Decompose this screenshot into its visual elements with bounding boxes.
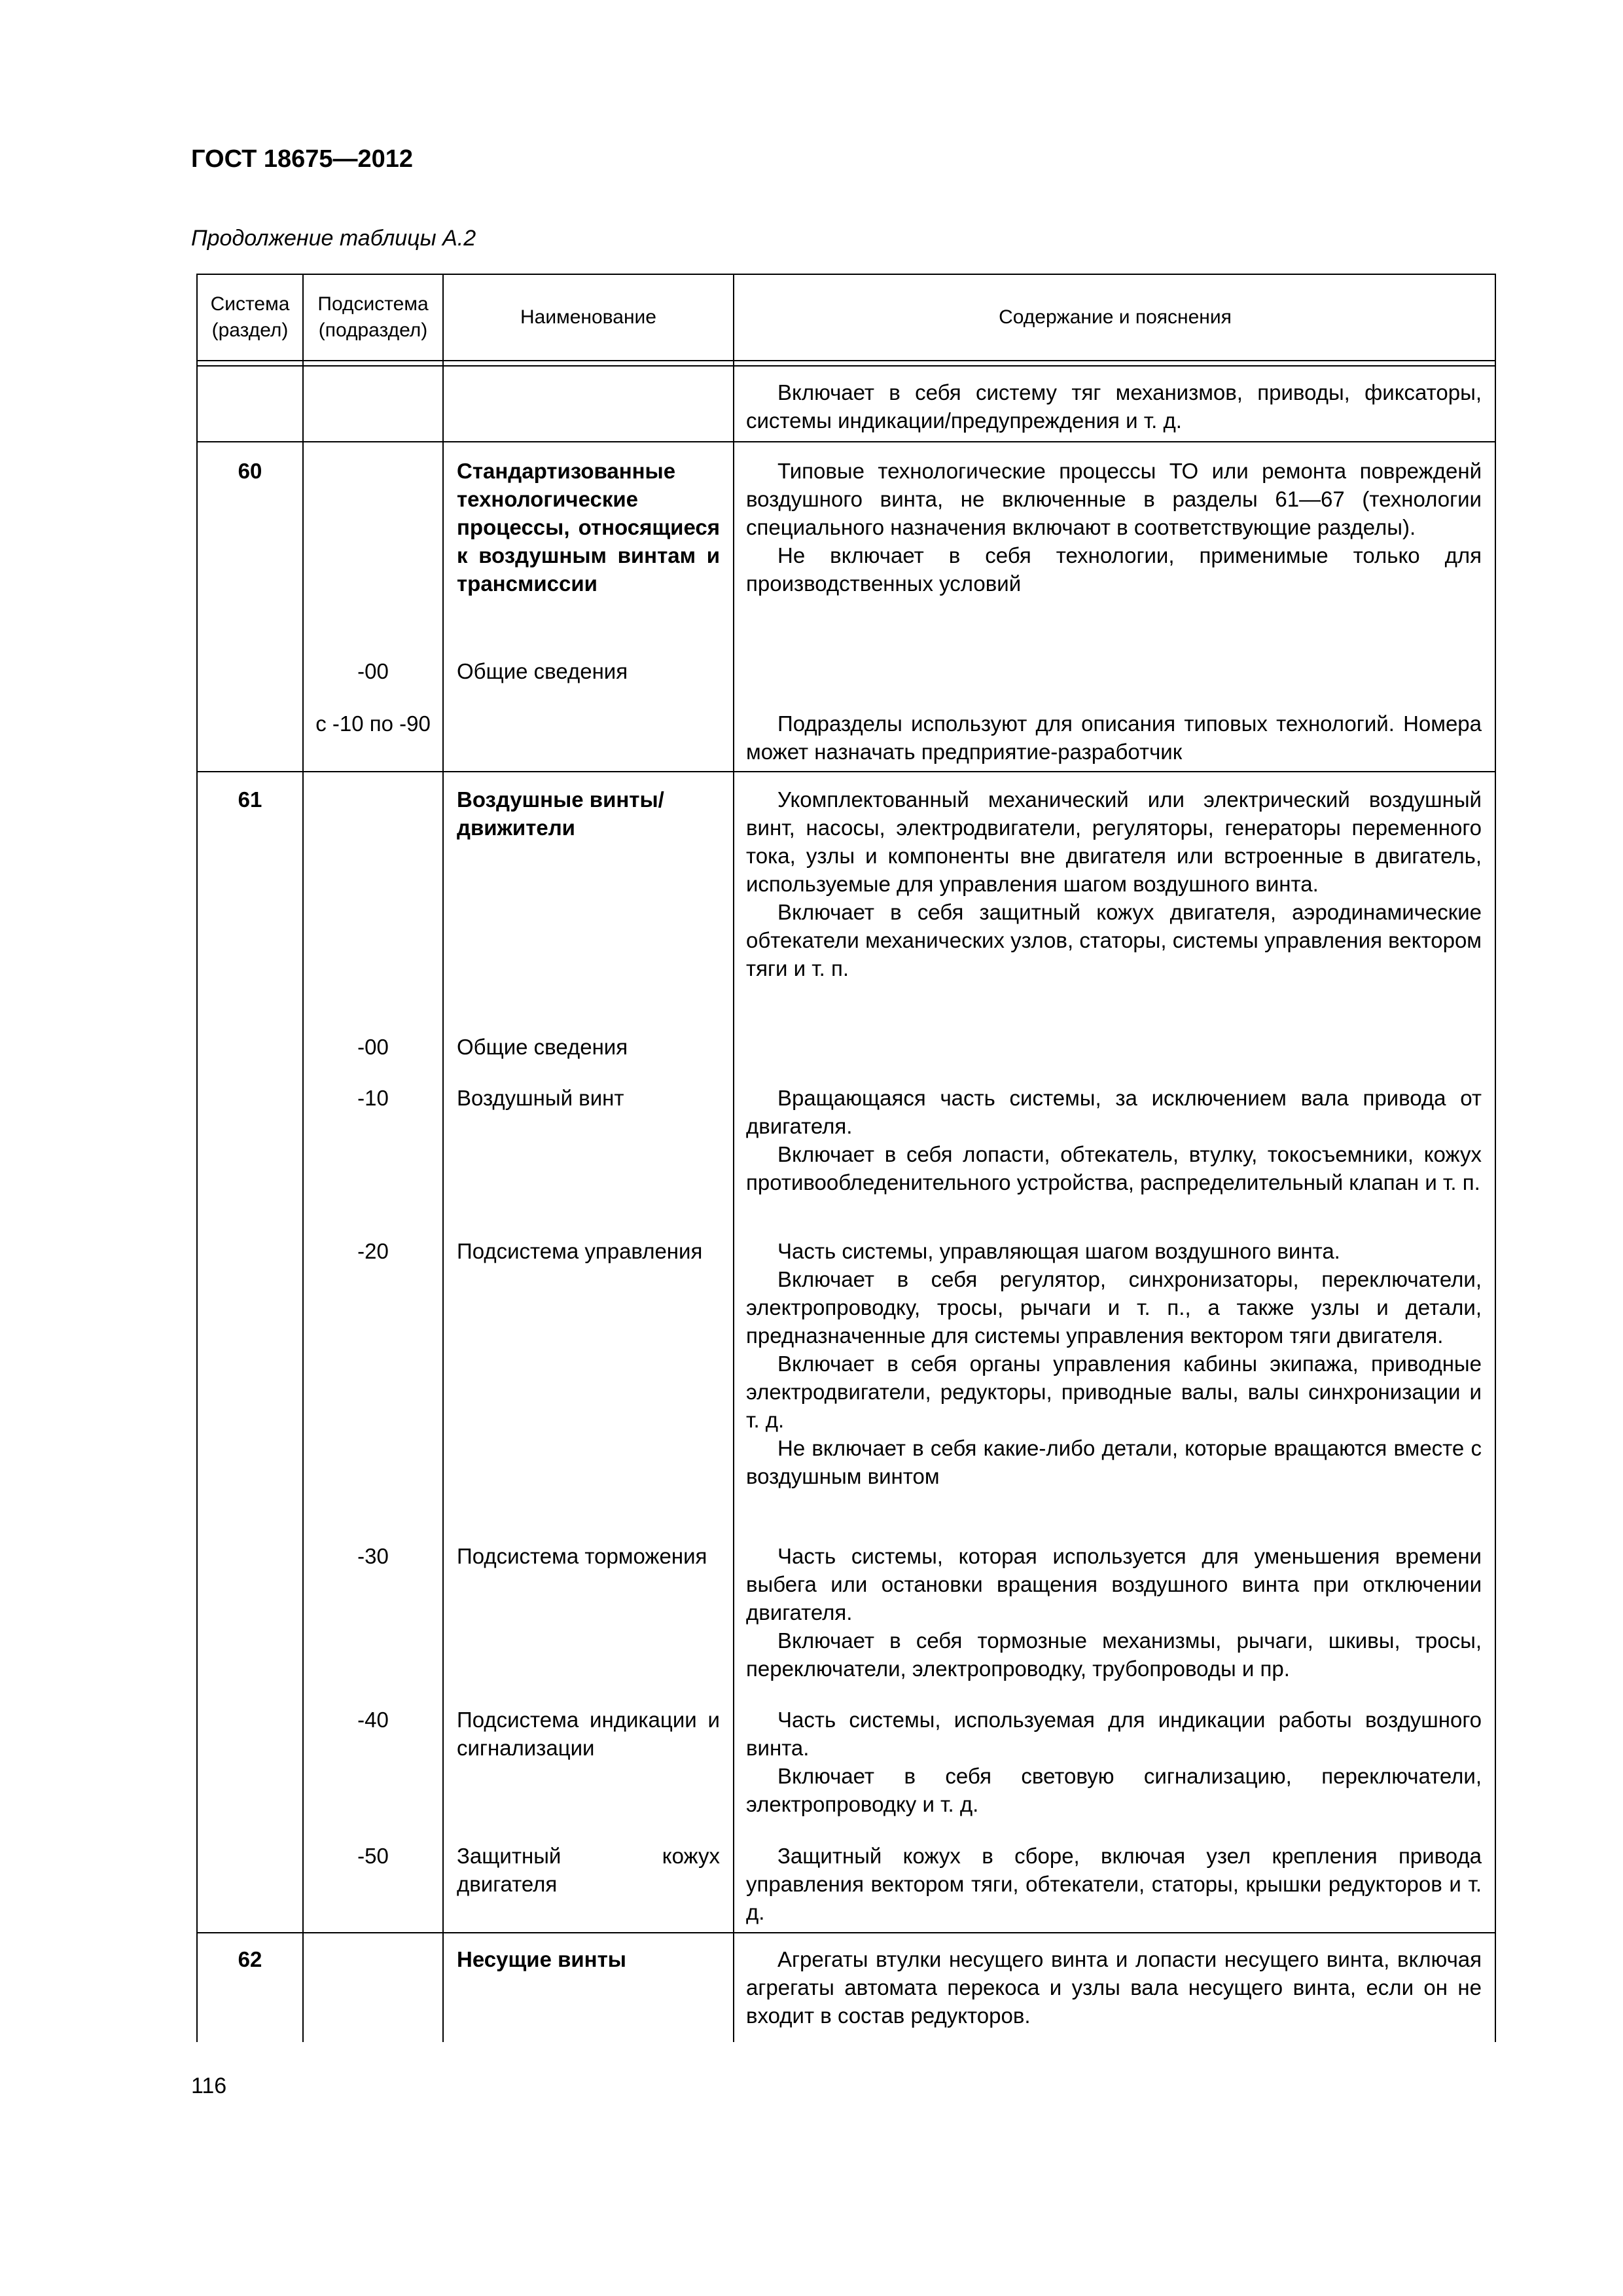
section-content [746, 457, 1482, 598]
subsection-name: Подсистема управления [457, 1239, 703, 1263]
subsection-number: с -10 по -90 [315, 711, 431, 736]
column-divider [733, 275, 734, 2042]
content-paragraph: Часть системы, используемая для индикации работы воздушного винта. [746, 1708, 1482, 1760]
row-rule [198, 1932, 1495, 1933]
document-standard-number: ГОСТ 18675—2012 [191, 145, 414, 173]
content-paragraph: Включает в себя регулятор, синхронизаторы, переключатели, электропроводку, тросы, рычаги и т. п., а также узлы и детали, предназначенные для системы управления вектором тяги двигателя. [746, 1267, 1482, 1348]
content-paragraph: Подразделы используют для описания типовых технологий. Номера может назначать предприятие-разработчик [746, 711, 1482, 764]
section-name: Несущие винты [457, 1947, 626, 1971]
content-paragraph: Не включает в себя технологии, применимые только для производственных условий [746, 543, 1482, 596]
subsection-number: -00 [357, 1035, 389, 1059]
subsection-number: -10 [357, 1086, 389, 1110]
row-rule [198, 771, 1495, 772]
subsection-content [746, 709, 1482, 766]
subsection-name: Воздушный винт [457, 1086, 624, 1110]
header-rule [198, 360, 1495, 361]
classification-table [196, 274, 1496, 2042]
subsection-content [746, 1706, 1482, 1818]
page-number: 116 [191, 2073, 227, 2098]
header-content: Содержание и пояснения [999, 306, 1232, 328]
subsection-name: Защитный кожух двигателя [457, 1844, 720, 1896]
subsection-content [746, 1542, 1482, 1683]
content-paragraph: Включает в себя лопасти, обтекатель, втулку, токосъемники, кожух противообледенительного устройства, распределительный клапан и т. п. [746, 1142, 1482, 1194]
content-paragraph: Часть системы, которая используется для уменьшения времени выбега или остановки вращения воздушного винта при отключении двигателя. [746, 1544, 1482, 1624]
header-name: Наименование [520, 306, 656, 328]
section-name: Стандартизованные технологические процессы, относящиеся к воздушным винтам и трансмиссии [457, 459, 720, 596]
content-paragraph: Защитный кожух в сборе, включая узел крепления привода управления вектором тяги, обтекатели, статоры, крышки редукторов и т. д. [746, 1844, 1482, 1924]
subsection-number: -00 [357, 659, 389, 683]
table-caption: Продолжение таблицы А.2 [191, 226, 476, 251]
content-paragraph: Агрегаты втулки несущего винта и лопасти несущего винта, включая агрегаты автомата перекоса и узлы вала несущего винта, если он не входит в состав редукторов. [746, 1947, 1482, 2028]
subsection-number: -40 [357, 1708, 389, 1732]
subsection-content [746, 1842, 1482, 1926]
header-system: Система (раздел) [210, 293, 290, 341]
content-paragraph: Включает в себя световую сигнализацию, переключатели, электропроводку и т. д. [746, 1764, 1482, 1816]
header-rule [198, 365, 1495, 367]
subsection-content [746, 1237, 1482, 1490]
content-paragraph: Вращающаяся часть системы, за исключением вала привода от двигателя. [746, 1086, 1482, 1138]
content-paragraph: Часть системы, управляющая шагом воздушного винта. [777, 1239, 1340, 1263]
row-rule [198, 441, 1495, 442]
subsection-name: Подсистема торможения [457, 1544, 707, 1568]
content-paragraph: Включает в себя систему тяг механизмов, приводы, фиксаторы, системы индикации/предупреждения и т. д. [746, 380, 1482, 433]
subsection-number: -20 [357, 1239, 389, 1263]
content-paragraph: Не включает в себя какие-либо детали, которые вращаются вместе с воздушным винтом [746, 1436, 1482, 1488]
table-row-continuation [746, 378, 1482, 435]
content-paragraph: Включает в себя тормозные механизмы, рычаги, шкивы, тросы, переключатели, электропроводку, трубопроводы и пр. [746, 1628, 1482, 1681]
content-paragraph: Укомплектованный механический или электрический воздушный винт, насосы, электродвигатели, регуляторы, генераторы переменного тока, узлы и компоненты вне двигателя или встроенные в двигатель, используемые для управления шагом воздушного винта. [746, 787, 1482, 896]
content-paragraph: Включает в себя защитный кожух двигателя, аэродинамические обтекатели механических узлов, статоры, системы управления вектором тяги и т. п. [746, 900, 1482, 980]
subsection-name: Общие сведения [457, 1035, 628, 1059]
section-number: 62 [238, 1947, 262, 1971]
subsection-number: -50 [357, 1844, 389, 1868]
subsection-number: -30 [357, 1544, 389, 1568]
subsection-name: Общие сведения [457, 659, 628, 683]
section-name: Воздушные винты/ движители [457, 787, 664, 840]
section-content [746, 1945, 1482, 2030]
content-paragraph: Типовые технологические процессы ТО или ремонта поврежденй воздушного винта, не включенные в разделы 61—67 (технологии специального назначения включают в соответствующие разделы). [746, 459, 1482, 539]
column-divider [442, 275, 444, 2042]
column-divider [302, 275, 304, 2042]
section-number: 61 [238, 787, 262, 812]
subsection-name: Подсистема индикации и сигнализации [457, 1708, 720, 1760]
header-subsystem: Подсистема (подраздел) [317, 293, 429, 341]
content-paragraph: Включает в себя органы управления кабины экипажа, приводные электродвигатели, редукторы, приводные валы, валы синхронизации и т. д. [746, 1352, 1482, 1432]
subsection-content [746, 1084, 1482, 1196]
section-number: 60 [238, 459, 262, 483]
section-content [746, 785, 1482, 982]
